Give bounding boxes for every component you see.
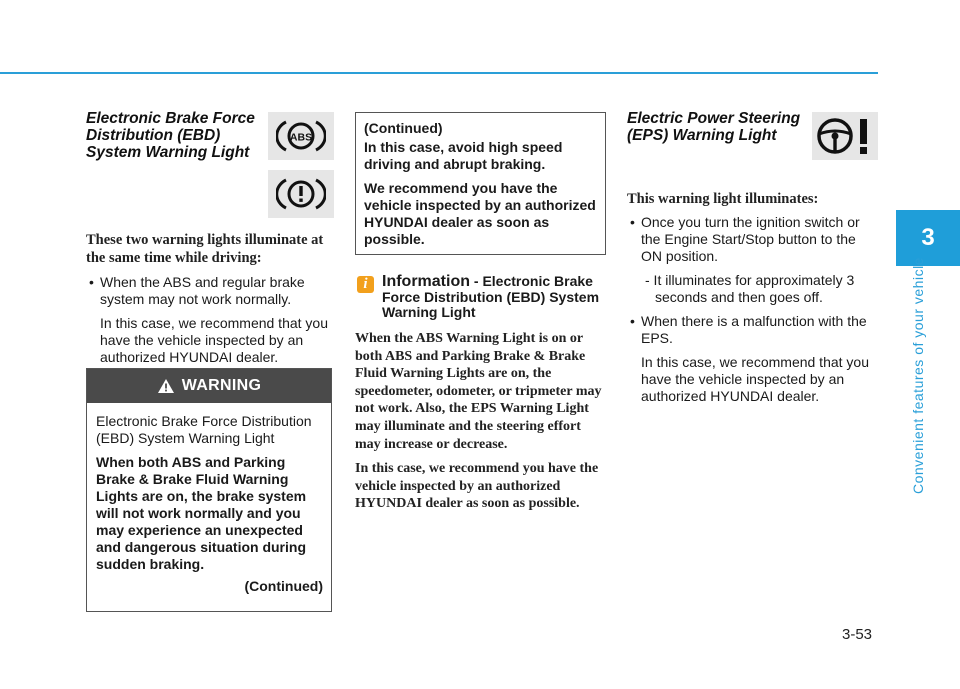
info-icon: i [357, 276, 374, 293]
header-rule [0, 72, 878, 74]
warning-box [86, 368, 332, 612]
eps-intro: This warning light illuminates: [627, 191, 819, 207]
warning-label: WARNING [181, 377, 262, 394]
eps-bullet-1: • Once you turn the ignition switch or the Engine Start/Stop button to the ON position. [627, 214, 880, 265]
eps-sub-1: - It illuminates for approximately 3 seconds and then goes off. [645, 272, 855, 305]
abs-icon-label: ABS [289, 131, 313, 144]
continued-p2: We recommend you have the vehicle inspected by an authorized HYUNDAI dealer as soon as possible. [364, 180, 596, 247]
page-number: 3-53 [842, 626, 873, 643]
warning-continued: (Continued) [244, 578, 323, 594]
info-section [355, 330, 607, 513]
abs-warning-icon [268, 112, 334, 160]
warning-header [87, 369, 331, 403]
brake-warning-icon [268, 170, 334, 218]
continued-box [355, 112, 606, 255]
warning-body: When both ABS and Parking Brake & Brake Fluid Warning Lights are on, the brake system will not work normally and you may experience an unexpected and dangerous situation during sudden braking. [96, 454, 307, 572]
info-p1: When the ABS Warning Light is on or both ABS and Parking Brake & Brake Fluid Warning Lights are on, the speedometer, odometer, or tripmeter may not work. Also, the EPS Warning Light may illuminate and the steering effort may increase or decrease. [355, 331, 602, 452]
ebd-bullet: • When the ABS and regular brake system may not work normally. [86, 274, 334, 308]
chapter-title: Convenient features of your vehicle [910, 257, 926, 494]
continued-p1: In this case, avoid high speed driving and abrupt braking. [364, 139, 563, 172]
info-p2: In this case, we recommend you have the vehicle inspected by an authorized HYUNDAI dealer as soon as possible. [355, 461, 599, 512]
warning-triangle-icon [157, 378, 175, 394]
ebd-intro: These two warning lights illuminate at the same time while driving: [86, 232, 324, 266]
eps-bullet-2-follow: In this case, we recommend that you have the vehicle inspected by an authorized HYUNDAI dealer. [641, 354, 869, 404]
eps-warning-icon [812, 112, 878, 160]
info-title: - Electronic Brake Force Distribution (EBD) System Warning Light [382, 273, 600, 320]
ebd-heading: Electronic Brake Force Distribution (EBD) System Warning Light [86, 110, 255, 161]
eps-heading: Electric Power Steering (EPS) Warning Light [627, 110, 801, 144]
eps-bullet-2: • When there is a malfunction with the EPS. [627, 313, 880, 347]
ebd-bullet-follow: In this case, we recommend that you have the vehicle inspected by an authorized HYUNDAI dealer. [100, 315, 328, 365]
continued-label: (Continued) [364, 120, 443, 136]
info-label: Information [382, 273, 470, 290]
warning-title: Electronic Brake Force Distribution (EBD) System Warning Light [96, 413, 312, 446]
info-heading [382, 274, 606, 321]
chapter-number: 3 [921, 224, 935, 251]
